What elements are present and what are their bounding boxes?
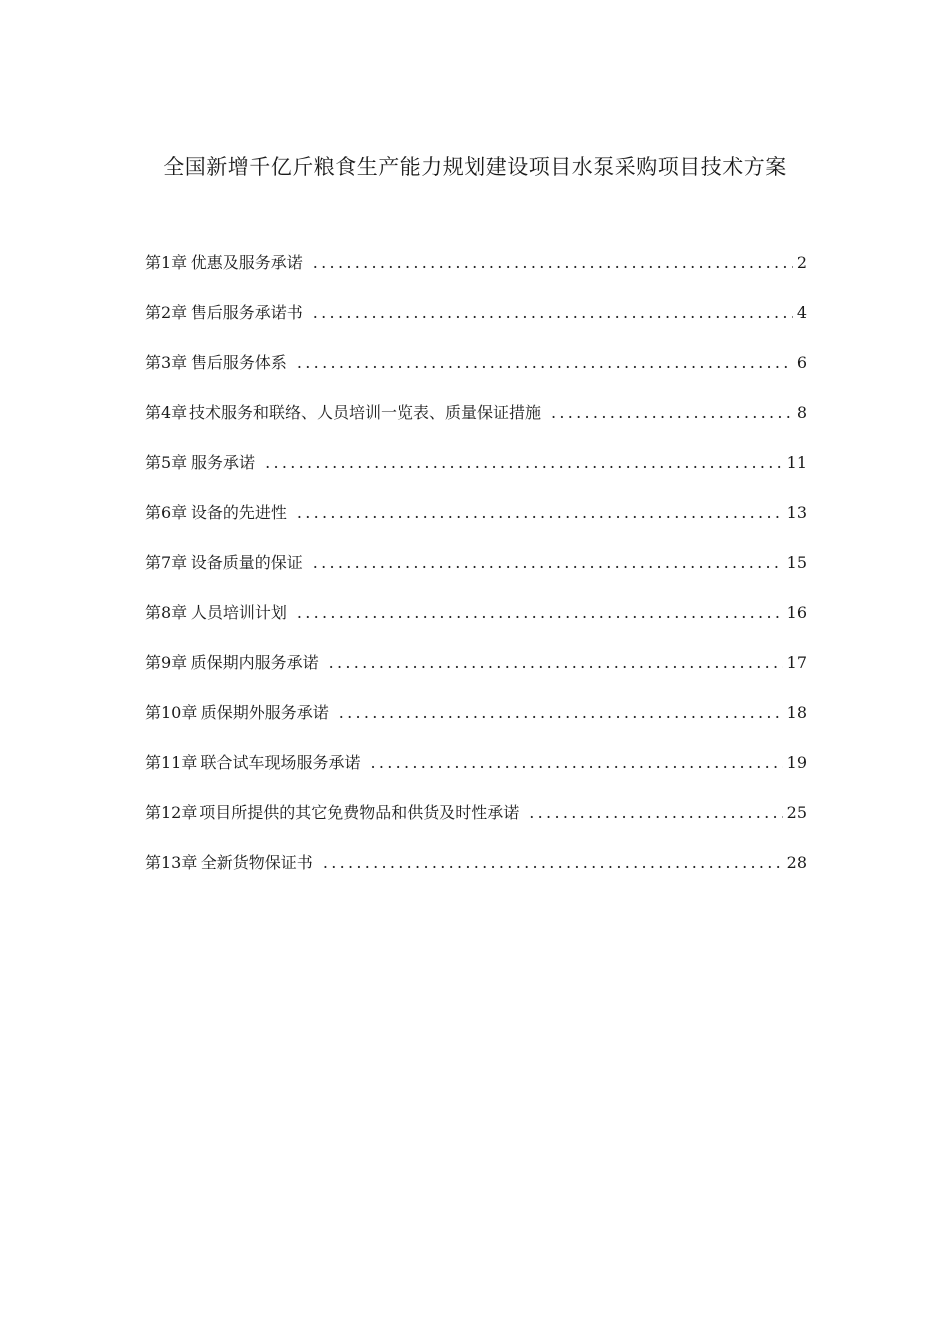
toc-dot-leader — [297, 500, 783, 526]
toc-entry[interactable] — [145, 250, 807, 300]
document-title: 全国新增千亿斤粮食生产能力规划建设项目水泵采购项目技术方案 — [163, 155, 787, 179]
toc-entry[interactable] — [145, 350, 807, 400]
toc-entry[interactable] — [145, 700, 807, 750]
toc-chapter-title: 全新货物保证书 — [200, 853, 313, 872]
toc-dot-leader — [313, 300, 793, 326]
toc-dot-leader — [551, 400, 793, 426]
toc-entry[interactable] — [145, 450, 807, 500]
toc-page-number: 15 — [786, 553, 807, 572]
toc-page-number: 13 — [786, 503, 807, 522]
toc-chapter-number: 第10章 — [145, 703, 198, 722]
toc-page-number: 4 — [796, 303, 807, 322]
toc-chapter-title: 服务承诺 — [191, 453, 256, 472]
toc-page-number: 17 — [786, 653, 807, 672]
toc-entry[interactable] — [145, 800, 807, 850]
toc-chapter-number: 第2章 — [145, 303, 188, 322]
toc-page-number: 16 — [786, 603, 807, 622]
toc-chapter-number: 第4章 — [145, 403, 188, 422]
toc-entry[interactable] — [145, 600, 807, 650]
toc-chapter-number: 第8章 — [145, 603, 188, 622]
toc-chapter-title: 售后服务承诺书 — [190, 303, 303, 322]
toc-entry[interactable] — [145, 400, 807, 450]
toc-chapter-title: 售后服务体系 — [190, 353, 287, 372]
toc-page-number: 18 — [786, 703, 807, 722]
toc-page-number: 8 — [796, 403, 807, 422]
toc-entry[interactable] — [145, 750, 807, 800]
toc-dot-leader — [297, 350, 793, 376]
toc-dot-leader — [529, 800, 782, 826]
toc-chapter-title: 质保期外服务承诺 — [200, 703, 329, 722]
toc-chapter-title: 设备质量的保证 — [190, 553, 303, 572]
toc-dot-leader — [265, 450, 783, 476]
toc-chapter-number: 第7章 — [145, 553, 188, 572]
toc-dot-leader — [370, 750, 782, 776]
toc-chapter-title: 质保期内服务承诺 — [190, 653, 319, 672]
toc-entry[interactable] — [145, 300, 807, 350]
toc-entry[interactable] — [145, 500, 807, 550]
toc-chapter-number: 第1章 — [145, 253, 188, 272]
toc-chapter-title: 设备的先进性 — [190, 503, 287, 522]
toc-chapter-number: 第13章 — [145, 853, 198, 872]
toc-entry[interactable] — [145, 650, 807, 700]
toc-chapter-title: 优惠及服务承诺 — [190, 253, 303, 272]
toc-chapter-number: 第9章 — [145, 653, 188, 672]
toc-dot-leader — [323, 850, 783, 876]
toc-chapter-number: 第11章 — [145, 753, 198, 772]
toc-chapter-title: 人员培训计划 — [190, 603, 287, 622]
toc-chapter-number: 第3章 — [145, 353, 188, 372]
toc-page-number: 25 — [786, 803, 807, 822]
toc-chapter-number: 第12章 — [145, 803, 198, 822]
toc-dot-leader — [297, 600, 783, 626]
toc-chapter-number: 第5章 — [145, 453, 188, 472]
toc-chapter-title: 项目所提供的其它免费物品和供货及时性承诺 — [199, 803, 520, 822]
toc-entry[interactable] — [145, 850, 807, 900]
toc-page-number: 2 — [796, 253, 807, 272]
toc-chapter-title: 联合试车现场服务承诺 — [200, 753, 361, 772]
toc-page-number: 6 — [796, 353, 807, 372]
toc-dot-leader — [313, 550, 783, 576]
toc-dot-leader — [313, 250, 793, 276]
toc-dot-leader — [339, 700, 783, 726]
toc-page-number: 28 — [786, 853, 807, 872]
toc-chapter-title: 技术服务和联络、人员培训一览表、质量保证措施 — [188, 403, 541, 422]
toc-page-number: 19 — [786, 753, 807, 772]
toc-dot-leader — [329, 650, 783, 676]
toc-page-number: 11 — [786, 453, 807, 472]
table-of-contents — [145, 250, 807, 900]
toc-entry[interactable] — [145, 550, 807, 600]
toc-chapter-number: 第6章 — [145, 503, 188, 522]
